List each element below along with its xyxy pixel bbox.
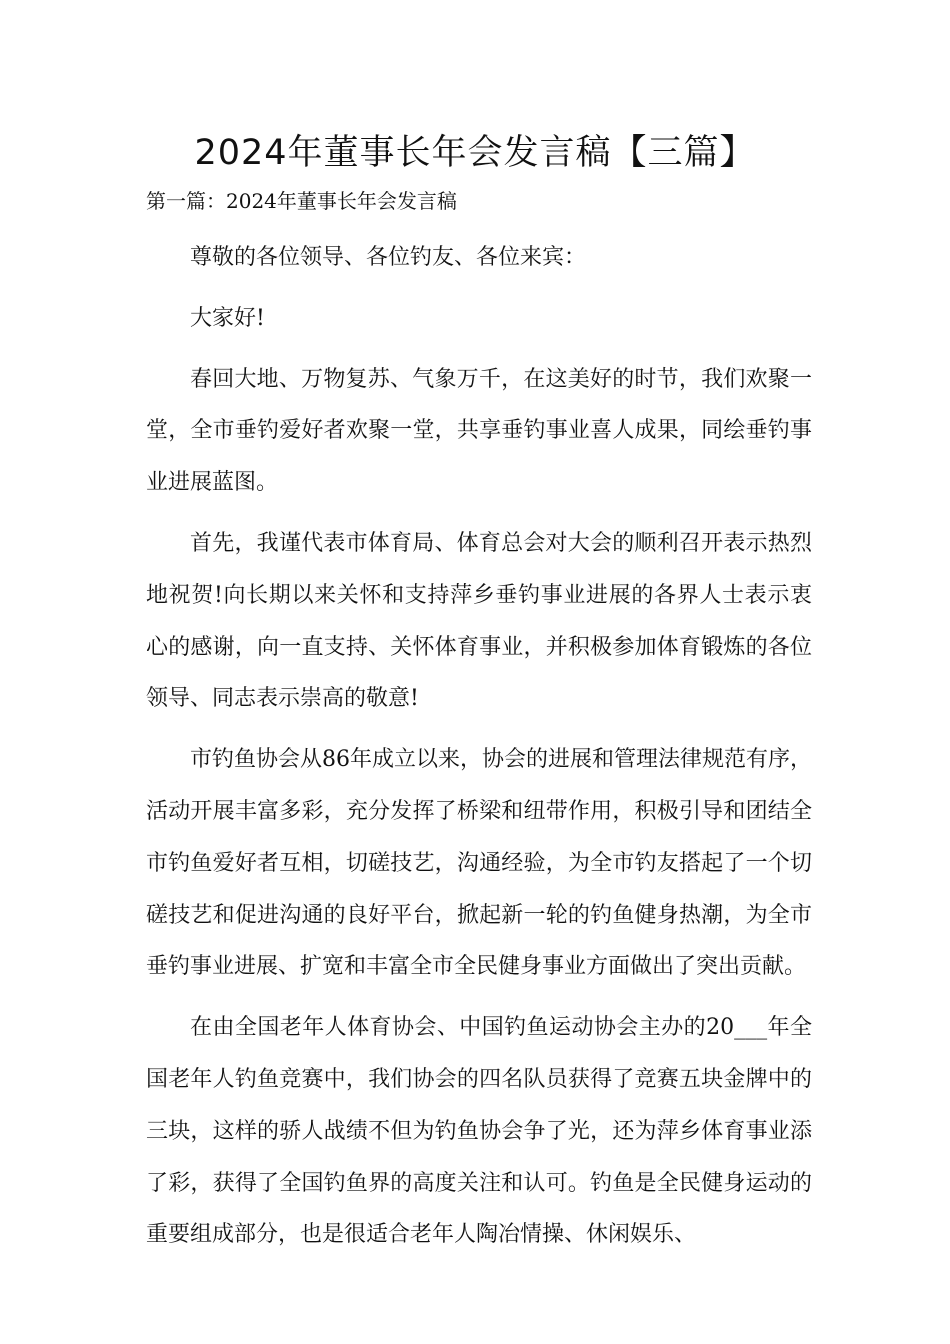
document-body — [146, 232, 812, 1270]
body-paragraph: 在由全国老年人体育协会、中国钓鱼运动协会主办的20___年全国老年人钓鱼竞赛中，我们协会的四名队员获得了竞赛五块金牌中的三块，这样的骄人战绩不但为钓鱼协会争了光，还为萍乡体育事业添了彩，获得了全国钓鱼界的高度关注和认可。钓鱼是全民健身运动的重要组成部分，也是很适合老年人陶冶情操、休闲娱乐、 — [146, 1015, 812, 1248]
body-paragraph: 春回大地、万物复苏、气象万千，在这美好的时节，我们欢聚一堂，全市垂钓爱好者欢聚一堂，共享垂钓事业喜人成果，同绘垂钓事业进展蓝图。 — [146, 366, 812, 496]
document-title: 2024年董事长年会发言稿【三篇】 — [194, 133, 756, 173]
section-heading: 第一篇：2024年董事长年会发言稿 — [146, 189, 457, 213]
body-paragraph: 市钓鱼协会从86年成立以来，协会的进展和管理法律规范有序，活动开展丰富多彩，充分发挥了桥梁和纽带作用，积极引导和团结全市钓鱼爱好者互相，切磋技艺，沟通经验，为全市钓友搭起了一个切磋技艺和促进沟通的良好平台，掀起新一轮的钓鱼健身热潮，为全市垂钓事业进展、扩宽和丰富全市全民健身事业方面做出了突出贡献。 — [146, 747, 812, 980]
greeting-paragraph: 大家好! — [190, 305, 265, 331]
body-paragraph: 首先，我谨代表市体育局、体育总会对大会的顺利召开表示热烈地祝贺!向长期以来关怀和支持萍乡垂钓事业进展的各界人士表示衷心的感谢，向一直支持、关怀体育事业，并积极参加体育锻炼的各位领导、同志表示崇高的敬意! — [146, 530, 812, 712]
salutation-paragraph: 尊敬的各位领导、各位钓友、各位来宾： — [190, 245, 587, 270]
